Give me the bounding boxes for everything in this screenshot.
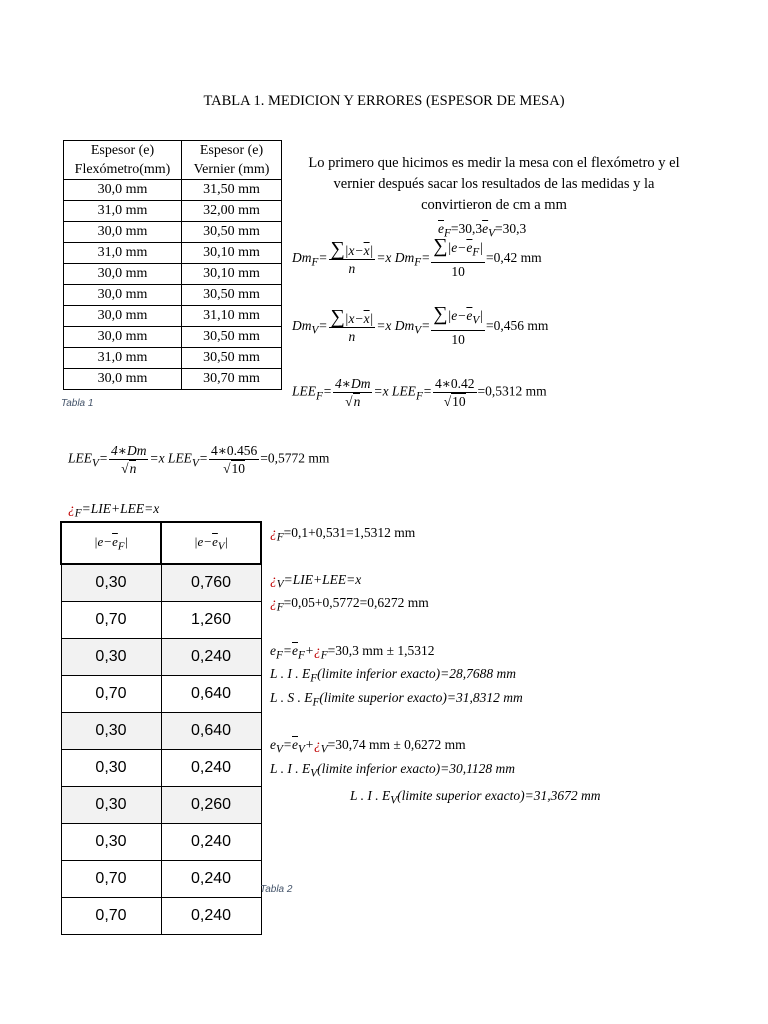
table2-cell: 0,70	[61, 676, 161, 713]
table1-cell: 30,50 mm	[182, 222, 282, 243]
table2-cell: 0,30	[61, 750, 161, 787]
leef-numerator: 4∗0.42	[434, 376, 475, 391]
table2-cell: 0,240	[161, 898, 261, 935]
table2-cell: 0,30	[61, 824, 161, 861]
error-v-definition-text: =LIE+LEE=x	[283, 572, 362, 587]
table1-cell: 31,10 mm	[182, 306, 282, 327]
table1-cell: 30,50 mm	[182, 285, 282, 306]
table2-cell: 0,30	[61, 713, 161, 750]
table2-cell: 0,30	[61, 639, 161, 676]
table-row	[61, 602, 261, 639]
table1-header-flexometro: Espesor (e) Flexómetro(mm)	[64, 141, 182, 180]
table-row	[61, 750, 261, 787]
leev-equation: $LEE_V=$ $\frac{4∗Dm}{√n}$ =x $LEE_V=$ $\frac{4∗0.456}{√10}$ =0,5772 mm	[68, 443, 330, 476]
dmv-result: =0,456 mm	[485, 317, 549, 333]
liev-equation: L . I . $E_V(limite$ inferior exacto)=30,1128 mm	[270, 761, 515, 780]
table2-cell: 0,260	[161, 787, 261, 824]
table1-cell: 30,10 mm	[182, 243, 282, 264]
dmf-equation: $Dm_F=$ $\frac{\sum|x-\overline{x}|}{n}$ =x $Dm_F=$ $\frac{\sum|e-\overline{e}_F|}{10}$ =0,42 mm	[292, 235, 542, 279]
error-f2-value: =0,05+0,5772=0,6272 mm	[283, 595, 429, 610]
table-row	[61, 898, 261, 935]
table2-cell: 0,240	[161, 639, 261, 676]
leev-result: =0,5772 mm	[260, 450, 330, 466]
table2-cell: 0,640	[161, 676, 261, 713]
table2-cell: 0,240	[161, 750, 261, 787]
table-row	[64, 222, 282, 243]
table1-cell: 31,0 mm	[64, 348, 182, 369]
table2-cell: 0,70	[61, 602, 161, 639]
table-1	[63, 140, 282, 390]
ev-value: =30,74 mm ± 0,6272 mm	[327, 737, 466, 752]
leef-denominator: 10	[452, 394, 466, 409]
ef-equation: $e_F=\overline{e}_F+¿_F=30,3$ mm ± 1,5312	[270, 643, 435, 662]
error-definition-text: =LIE+LEE=x	[81, 501, 160, 516]
table1-cell: 30,0 mm	[64, 180, 182, 201]
table-row	[61, 787, 261, 824]
table2-cell: 0,240	[161, 824, 261, 861]
table-row	[64, 180, 282, 201]
leef-equation: $LEE_F=$ $\frac{4∗Dm}{√n}$ =x $LEE_F=$ $\frac{4∗0.42}{√10}$ =0,5312 mm	[292, 376, 547, 409]
leev-denominator: 10	[231, 461, 246, 476]
table1-cell: 30,0 mm	[64, 327, 182, 348]
document-title: TABLA 1. MEDICION Y ERRORES (ESPESOR DE MESA)	[203, 93, 565, 109]
table1-cell: 31,50 mm	[182, 180, 282, 201]
table1-cell: 30,50 mm	[182, 348, 282, 369]
error-definition: ¿$_F=LIE+LEE=x$	[68, 501, 160, 520]
table1-cell: 30,0 mm	[64, 306, 182, 327]
table2-cell: 0,70	[61, 898, 161, 935]
table1-cell: 31,0 mm	[64, 243, 182, 264]
means-equation: $\overline{e}_F=30,3\overline{e}_V=30,3$	[438, 221, 527, 240]
table-row	[64, 348, 282, 369]
table2-cell: 0,240	[161, 861, 261, 898]
lsef-value: (limite superior exacto)=31,8312 mm	[319, 690, 523, 705]
table2-cell: 0,30	[61, 564, 161, 602]
error-v-definition: ¿$_V=LIE+LEE=x$	[270, 572, 362, 591]
dmv-equation: $Dm_V=$ $\frac{\sum|x-\overline{x}|}{n}$ =x $Dm_V=$ $\frac{\sum|e-\overline{e}_V|}{10}$ =0,456 mm	[292, 303, 549, 347]
lsev-value: (limite superior exacto)=31,3672 mm	[397, 788, 601, 803]
dmf-result: =0,42 mm	[485, 249, 542, 265]
table-row	[61, 676, 261, 713]
table2-cell: 0,70	[61, 861, 161, 898]
table2-header-v: $|e-\overline{e}_V|$	[161, 522, 261, 564]
table1-caption: Tabla 1	[61, 398, 94, 409]
table1-cell: 32,00 mm	[182, 201, 282, 222]
table-row	[64, 243, 282, 264]
table2-cell: 1,260	[161, 602, 261, 639]
table-row	[64, 327, 282, 348]
table1-cell: 30,0 mm	[64, 369, 182, 390]
table1-cell: 30,50 mm	[182, 327, 282, 348]
error-f2-equation: ¿$_F=0,05+0,5772=0,6272$ mm	[270, 595, 429, 614]
table2-caption: Tabla 2	[260, 884, 293, 895]
table1-cell: 30,0 mm	[64, 264, 182, 285]
lief-value: (limite inferior exacto)=28,7688 mm	[317, 666, 516, 681]
ev-equation: $e_V=\overline{e}_V+¿_V=30,74$ mm ± 0,6272 mm	[270, 737, 466, 756]
ef-value: =30,3 mm ± 1,5312	[327, 643, 435, 658]
lsev-equation: L . I . $E_V(limite$ superior exacto)=31,3672 mm	[350, 788, 601, 807]
table1-cell: 30,70 mm	[182, 369, 282, 390]
lief-equation: L . I . $E_F(limite$ inferior exacto)=28,7688 mm	[270, 666, 516, 685]
table-row	[64, 264, 282, 285]
table-row	[64, 285, 282, 306]
table-row	[61, 713, 261, 750]
table-row	[64, 306, 282, 327]
table1-cell: 30,10 mm	[182, 264, 282, 285]
table1-cell: 31,0 mm	[64, 201, 182, 222]
error-f-equation: ¿$_F=0,1+0,531=1,5312$ mm	[270, 525, 416, 544]
table-2	[60, 521, 262, 935]
error-f-value: =0,1+0,531=1,5312 mm	[283, 525, 416, 540]
table-row	[64, 201, 282, 222]
table2-cell: 0,640	[161, 713, 261, 750]
intro-paragraph: Lo primero que hicimos es medir la mesa con el flexómetro y el vernier después sacar los resultados de las medidas y la convirtieron de cm a mm	[308, 155, 680, 213]
table2-header-f: $|e-\overline{e}_F|$	[61, 522, 161, 564]
table-row	[61, 564, 261, 602]
table2-cell: 0,760	[161, 564, 261, 602]
table1-cell: 30,0 mm	[64, 285, 182, 306]
mean-v-value: =30,3	[495, 221, 527, 236]
table2-cell: 0,30	[61, 787, 161, 824]
table-row	[61, 639, 261, 676]
table-row	[61, 861, 261, 898]
mean-f-value: =30,3	[450, 221, 483, 236]
table1-header-vernier: Espesor (e) Vernier (mm)	[182, 141, 282, 180]
leef-result: =0,5312 mm	[477, 383, 547, 399]
liev-value: (limite inferior exacto)=30,1128 mm	[317, 761, 515, 776]
table-row	[61, 824, 261, 861]
leev-numerator: 4∗0.456	[210, 443, 258, 458]
lsef-equation: L . S . $E_F(limite$ superior exacto)=31,8312 mm	[270, 690, 523, 709]
table-row	[64, 369, 282, 390]
table1-cell: 30,0 mm	[64, 222, 182, 243]
